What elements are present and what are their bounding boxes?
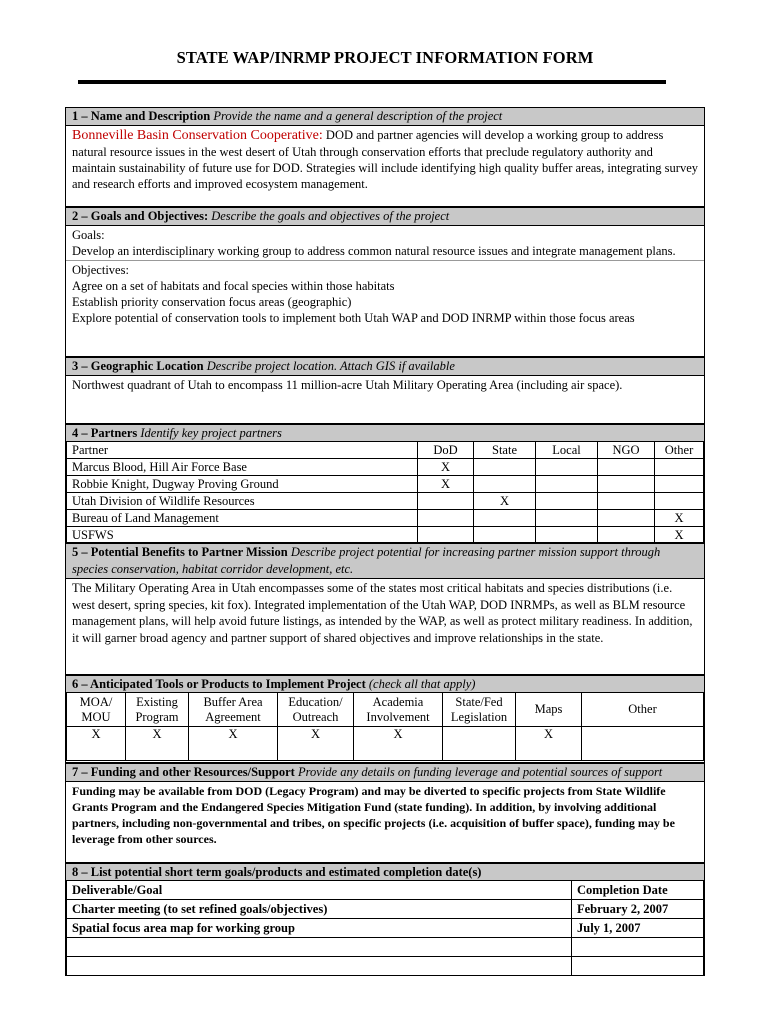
- partner-other-cell[interactable]: [655, 459, 704, 476]
- project-description: DOD and partner agencies will develop a working group to address natural resource issues in the west desert of Utah through conservation efforts that preclude regulatory authority and maintain sustainability of future use for DOD. Strategies will include identifying high quality buffer areas, integrating survey and research efforts and improved ecosystem management.: [72, 128, 699, 191]
- partner-ngo-cell[interactable]: [598, 476, 655, 493]
- partner-other-cell[interactable]: X: [655, 527, 704, 544]
- table-row: [67, 919, 704, 938]
- title-rule: [78, 80, 666, 84]
- tool-header-buffer-area: Buffer Area Agreement: [189, 693, 278, 727]
- section-7-header: [66, 764, 704, 782]
- col-header-completion-date: Completion Date: [572, 881, 704, 900]
- deliverable-cell[interactable]: Charter meeting (to set refined goals/objectives): [67, 900, 572, 919]
- goals-block[interactable]: [66, 226, 704, 260]
- section-1-body[interactable]: [66, 126, 704, 193]
- partner-ngo-cell[interactable]: [598, 527, 655, 544]
- partner-other-cell[interactable]: [655, 476, 704, 493]
- section-goals-objectives: [65, 207, 705, 357]
- section-4-label: 4 – Partners: [72, 426, 138, 440]
- table-row: [67, 476, 704, 493]
- section-6-header: [66, 676, 704, 693]
- section-5-label: 5 – Potential Benefits to Partner Mission: [72, 545, 288, 559]
- section-1-label: 1 – Name and Description: [72, 109, 211, 123]
- col-header-deliverable: Deliverable/Goal: [67, 881, 572, 900]
- partner-other-cell[interactable]: [655, 493, 704, 510]
- partner-local-cell[interactable]: [536, 476, 598, 493]
- partner-dod-cell[interactable]: [418, 510, 474, 527]
- section-geographic-location: [65, 357, 705, 424]
- tool-header-moa: MOA/ MOU: [67, 693, 126, 727]
- partner-state-cell[interactable]: [474, 510, 536, 527]
- tool-check-maps[interactable]: X: [516, 727, 582, 761]
- partner-dod-cell[interactable]: [418, 493, 474, 510]
- objective-item: Establish priority conservation focus areas (geographic): [72, 295, 352, 309]
- tool-header-maps: Maps: [516, 693, 582, 727]
- table-row: [67, 493, 704, 510]
- tool-header-legislation: State/Fed Legislation: [443, 693, 516, 727]
- partner-local-cell[interactable]: [536, 459, 598, 476]
- section-3-hint: Describe project location. Attach GIS if available: [206, 359, 455, 373]
- benefits-text[interactable]: The Military Operating Area in Utah encompasses some of the states most critical habitats and species distributions (i.e. west desert, spring species, kit fox). Integrated implementation of the Utah WAP, DOD INRMPs, as well as BLM resource management plans, will help avoid future listings, as intended by the WAP, as well as protect military readiness. In addition, it will garner broad agency and partner support of shared objectives and improve relationships in the state.: [72, 581, 693, 645]
- completion-date-cell[interactable]: July 1, 2007: [572, 919, 704, 938]
- table-row: [67, 510, 704, 527]
- table-row: [67, 527, 704, 544]
- tool-check-legislation[interactable]: [443, 727, 516, 761]
- section-8-label: 8 – List potential short term goals/products and estimated completion date(s): [72, 865, 482, 879]
- partner-ngo-cell[interactable]: [598, 459, 655, 476]
- section-partners: [65, 424, 705, 543]
- deliverable-cell[interactable]: [67, 938, 572, 957]
- tools-check-row: [67, 727, 704, 761]
- section-tools-products: [65, 675, 705, 763]
- deliverables-table: [66, 880, 704, 976]
- funding-text[interactable]: Funding may be available from DOD (Legacy Program) and may be diverted to specific projects from State Wildlife Grants Program and the Endangered Species Mitigation Fund (state funding). In addition, by involving additional partners, including non-governmental and tribes, on specific projects (i.e. acquisition of buffer space), funding may be leverage from other sources.: [72, 784, 675, 846]
- tool-check-buffer-area[interactable]: X: [189, 727, 278, 761]
- section-short-term-goals: [65, 863, 705, 976]
- col-header-partner: Partner: [67, 442, 418, 459]
- partner-state-cell[interactable]: X: [474, 493, 536, 510]
- partner-ngo-cell[interactable]: [598, 510, 655, 527]
- tool-header-existing-program: Existing Program: [126, 693, 189, 727]
- section-4-header: [66, 425, 704, 442]
- completion-date-cell[interactable]: February 2, 2007: [572, 900, 704, 919]
- section-6-hint: (check all that apply): [368, 677, 476, 691]
- section-2-label: 2 – Goals and Objectives:: [72, 209, 209, 223]
- col-header-dod: DoD: [418, 442, 474, 459]
- col-header-local: Local: [536, 442, 598, 459]
- completion-date-cell[interactable]: [572, 938, 704, 957]
- completion-date-cell[interactable]: [572, 957, 704, 976]
- table-row: [67, 938, 704, 957]
- partner-name[interactable]: Robbie Knight, Dugway Proving Ground: [67, 476, 418, 493]
- section-1-hint: Provide the name and a general description of the project: [213, 109, 503, 123]
- objectives-block[interactable]: [66, 260, 704, 327]
- partner-name[interactable]: Utah Division of Wildlife Resources: [67, 493, 418, 510]
- tools-table: [66, 692, 704, 761]
- col-header-ngo: NGO: [598, 442, 655, 459]
- col-header-state: State: [474, 442, 536, 459]
- section-7-hint: Provide any details on funding leverage and potential sources of support: [297, 765, 663, 779]
- col-header-other: Other: [655, 442, 704, 459]
- section-5-hint: Describe project potential for increasing partner mission support through species conservation, habitat corridor development, etc.: [72, 545, 661, 576]
- section-partner-benefits: [65, 543, 705, 675]
- objective-item: Agree on a set of habitats and focal species within those habitats: [72, 279, 395, 293]
- project-name: Bonneville Basin Conservation Cooperative: [72, 128, 319, 143]
- objectives-label: Objectives:: [72, 263, 129, 277]
- section-2-header: [66, 208, 704, 226]
- partner-dod-cell[interactable]: X: [418, 476, 474, 493]
- partner-name[interactable]: Marcus Blood, Hill Air Force Base: [67, 459, 418, 476]
- section-2-hint: Describe the goals and objectives of the project: [211, 209, 450, 223]
- partner-local-cell[interactable]: [536, 527, 598, 544]
- partner-dod-cell[interactable]: X: [418, 459, 474, 476]
- section-6-label: 6 – Anticipated Tools or Products to Implement Project: [72, 677, 366, 691]
- tool-check-education[interactable]: X: [278, 727, 354, 761]
- section-1-header: [66, 108, 704, 126]
- partner-name[interactable]: USFWS: [67, 527, 418, 544]
- objective-item: Explore potential of conservation tools to implement both Utah WAP and DOD INRMP within those focus areas: [72, 311, 635, 325]
- partner-ngo-cell[interactable]: [598, 493, 655, 510]
- partners-table: [66, 441, 704, 544]
- section-4-hint: Identify key project partners: [140, 426, 282, 440]
- partner-local-cell[interactable]: [536, 493, 598, 510]
- section-funding: [65, 763, 705, 863]
- table-row: [67, 957, 704, 976]
- partners-header-row: [67, 442, 704, 459]
- section-3-label: 3 – Geographic Location: [72, 359, 204, 373]
- partner-dod-cell[interactable]: [418, 527, 474, 544]
- tool-header-other: Other: [582, 693, 704, 727]
- partner-name[interactable]: Bureau of Land Management: [67, 510, 418, 527]
- partner-state-cell[interactable]: [474, 459, 536, 476]
- location-text[interactable]: Northwest quadrant of Utah to encompass 11 million-acre Utah Military Operating Area (including air space).: [72, 378, 623, 392]
- table-row: [67, 900, 704, 919]
- section-7-label: 7 – Funding and other Resources/Support: [72, 765, 295, 779]
- deliverable-cell[interactable]: Spatial focus area map for working group: [67, 919, 572, 938]
- tool-check-academia[interactable]: X: [354, 727, 443, 761]
- deliverables-header-row: [67, 881, 704, 900]
- tool-header-academia: Academia Involvement: [354, 693, 443, 727]
- partner-other-cell[interactable]: X: [655, 510, 704, 527]
- project-name-separator: :: [318, 128, 323, 143]
- section-3-header: [66, 358, 704, 376]
- tool-check-other[interactable]: [582, 727, 704, 761]
- tool-check-moa[interactable]: X: [67, 727, 126, 761]
- partner-local-cell[interactable]: [536, 510, 598, 527]
- deliverable-cell[interactable]: [67, 957, 572, 976]
- form-title: STATE WAP/INRMP PROJECT INFORMATION FORM: [176, 48, 594, 67]
- section-5-header: [66, 544, 704, 579]
- section-name-description: [65, 107, 705, 207]
- tool-check-existing-program[interactable]: X: [126, 727, 189, 761]
- tool-header-education: Education/ Outreach: [278, 693, 354, 727]
- goals-label: Goals:: [72, 228, 105, 242]
- goals-text: Develop an interdisciplinary working group to address common natural resource issues and integrate management plans.: [72, 244, 676, 258]
- partner-state-cell[interactable]: [474, 527, 536, 544]
- partner-state-cell[interactable]: [474, 476, 536, 493]
- table-row: [67, 459, 704, 476]
- section-8-header: [66, 864, 704, 881]
- tools-header-row: [67, 693, 704, 727]
